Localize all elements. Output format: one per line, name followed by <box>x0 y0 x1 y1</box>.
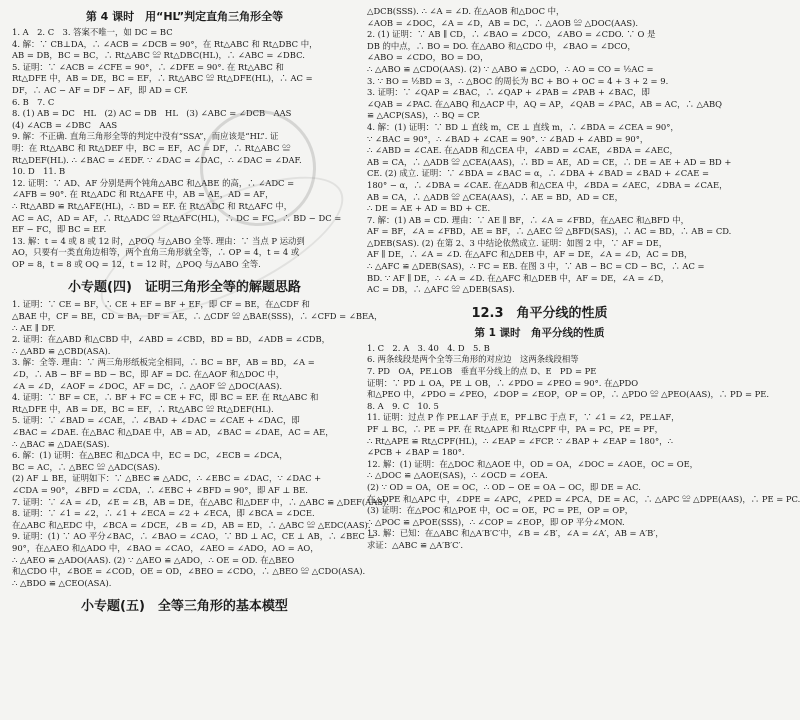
section-title-topic4: 小专题(四) 证明三角形全等的解题思路 <box>68 280 301 296</box>
section-title-topic5: 小专题(五) 全等三角形的基本模型 <box>81 599 288 615</box>
answer-line: 3. ∵ BO = ½BD = 3，∴ △BOC 的周长为 BC + BO + OC = 4 + 3 + 2 = 9. <box>367 75 669 86</box>
answer-line: ∠PCB + ∠BAP = 180°. <box>367 447 465 458</box>
answer-line: (2) AF ⊥ BE，证明如下：∵ △BEC ≌ △ADC，∴ ∠EBC = ∠DAC，∵ ∠DAC + <box>12 473 322 484</box>
answer-line: PF ⊥ BC，∴ PE = PF. 在 Rt△APE 和 Rt△CPF 中，PA = PC，PE = PF， <box>367 424 663 434</box>
answer-line: EF − FC，即 BC = EF. <box>12 224 107 235</box>
answer-line: ∠CDA = 90°，∠BFD = ∠CDA，∴ ∠EBC + ∠BFD = 90°，即 AF ⊥ BE. <box>12 484 308 495</box>
answer-line: 7. 证明：∵ ∠A = ∠D，∠E = ∠B，AB = DE，在△ABC 和△DEF 中，∴ △ABC ≌ △DEF(AAS). <box>12 496 389 507</box>
answer-line: 6. B 7. C <box>12 96 55 107</box>
answer-line: (3) 证明：在△POC 和△POE 中，OC = OE，PC = PE，OP = OP， <box>367 505 634 516</box>
answer-line: 1. A 2. C 3. 答案不唯一，如 DC = BC <box>12 27 173 37</box>
answer-line: △DEB(SAS). (2) 在第 2、3 中结论依然成立. 证明：如图 2 中，∵ AF = DE， <box>367 237 668 248</box>
answer-line: Rt△DEF(HL). ∴ ∠BAC = ∠EDF. ∵ ∠DAC = ∠DAC，∴ ∠DAC = ∠DAF. <box>12 154 302 165</box>
left-column <box>12 6 389 720</box>
answer-line: AF = BF，∠A = ∠FBD，AE = BF，∴ △AEC ≌ △BFD(SAS)，∴ AC = BD，∴ AB = CD. <box>367 226 732 237</box>
answer-line: ∠AOB = ∠DOC，∠A = ∠D，AB = DC，∴ △AOB ≌ △DOC(AAS). <box>367 17 639 28</box>
answer-line: (2) ∵ OD = OA，OE = OC，∴ OD − OE = OA − OC，即 DE = AC. <box>367 481 641 492</box>
answer-line: 2. 证明：在△ABD 和△CBD 中，∠ABD = ∠CBD，BD = BD，∠ADB = ∠CDB， <box>12 334 331 345</box>
answer-line: (4) ∠ACB = ∠DBC AAS <box>12 119 118 130</box>
answer-line: ∴ AE ∥ DF. <box>12 322 56 333</box>
answer-line: 6. 两条线段是两个全等三角形的对应边 这两条线段相等 <box>367 354 579 365</box>
answer-line: 证明：∵ PD ⊥ OA，PE ⊥ OB，∴ ∠PDO = ∠PEO = 90°. 在△PDO <box>367 377 639 388</box>
answer-line: ∠AFB = 90°. 在 Rt△ADC 和 Rt△AFE 中，AB = AE，AD = AF， <box>12 189 274 200</box>
section-subtitle-lesson1: 第 1 课时 角平分线的性质 <box>474 326 605 339</box>
answer-line: 1. C 2. A 3. 40 4. D 5. B <box>367 342 490 353</box>
answer-line: ∴ △BAC ≌ △DAE(SAS). <box>12 438 110 449</box>
answer-line: BC = AC，∴ △BEC ≌ △ADC(SAS). <box>12 461 161 472</box>
answer-line: 12. 解：(1) 证明：在△DOC 和△AOE 中，OD = OA，∠DOC = ∠AOE，OC = OE， <box>367 458 699 469</box>
answer-line: 8. (1) AB = DC HL (2) AC = DB HL (3) ∠ABC = ∠DCB AAS <box>12 108 292 119</box>
answer-line: 5. 证明：∵ ∠BAD = ∠CAE，∴ ∠BAD + ∠DAC = ∠CAE + ∠DAC，即 <box>12 415 300 426</box>
answer-line: 2. (1) 证明：∵ AB ∥ CD，∴ ∠BAO = ∠DCO，∠ABO = ∠CDO. ∵ O 是 <box>367 29 656 40</box>
answer-line: 13. 解：已知：在△ABC 和△A′B′C′中，∠B = ∠B′，∠A = ∠A′，AB = A′B′， <box>367 528 664 539</box>
answer-line: 求证：△ABC ≌ △A′B′C′. <box>367 539 464 550</box>
answer-line: ∴ △POC ≌ △POE(SSS)，∴ ∠COP = ∠EOP，即 OP 平分∠MON. <box>367 516 625 527</box>
answer-line: ∴ △AFC ≌ △DEB(SAS)，∴ FC = EB. 在图 3 中，∵ AB − BC = CD − BC，∴ AC = <box>367 261 705 272</box>
answer-line: ∴ Rt△APE ≌ Rt△CPF(HL)，∴ ∠EAP = ∠FCP. ∵ ∠BAP + ∠EAP = 180°，∴ <box>367 435 673 446</box>
answer-line: ∴ ∠ABD = ∠CAE. 在△ADB 和△CEA 中，∠ABD = ∠CAE，∠BDA = ∠AEC， <box>367 145 678 156</box>
answer-line: AF ∥ DE，∴ ∠A = ∠D. 在△AFC 和△DEB 中，AF = DE，∠A = ∠D，AC = DB， <box>367 249 693 260</box>
answer-line: 8. A 9. C 10. 5 <box>367 400 439 411</box>
answer-line: 在△ABC 和△EDC 中，∠BCA = ∠DCE，∠B = ∠D，AB = ED，∴ △ABC ≌ △EDC(AAS). <box>12 519 371 530</box>
answer-line: ∠QAB = ∠PAC. 在△ABQ 和△ACP 中，AQ = AP，∠QAB = ∠PAC，AB = AC，∴ △ABQ <box>367 98 723 109</box>
answer-line: 3. 证明：∵ ∠QAP = ∠BAC，∴ ∠QAP + ∠PAB = ∠PAB + ∠BAC，即 <box>367 87 650 98</box>
answer-line: Rt△DFE 中，AB = DE，BC = EF，∴ Rt△ABC ≌ Rt△DFE(HL)，∴ AC = <box>12 73 313 84</box>
answer-line: ≌ △ACP(SAS)，∴ BQ = CP. <box>367 110 481 121</box>
answer-line: 4. 证明：∵ BF = CE，∴ BF + FC = CE + FC，即 BC = EF. 在 Rt△ABC 和 <box>12 392 319 403</box>
answer-line: 4. 解：(1) 证明：∵ BD ⊥ 直线 m，CE ⊥ 直线 m，∴ ∠BDA = ∠CEA = 90°， <box>367 121 679 132</box>
answer-line: 10. D 11. B <box>12 166 66 177</box>
answer-line: 11. 证明：过点 P 作 PE⊥AF 于点 E，PF⊥BC 于点 F，∵ ∠1 = ∠2，PE⊥AF， <box>367 412 680 423</box>
answer-line: 6. 解：(1) 证明：在△BEC 和△DCA 中，EC = DC，∠ECB = ∠DCA， <box>12 450 288 461</box>
section-title-angle-bisector: 12.3 角平分线的性质 <box>471 305 608 321</box>
answer-line: ∠BAC = ∠DAE. 在△BAC 和△DAE 中，AB = AD，∠BAC = ∠DAE，AC = AE， <box>12 427 334 437</box>
answer-line: 和△CDO 中，∠BOE = ∠COD，OE = OD，∠BEO = ∠CDO，∴ △BEO ≌ △CDO(ASA). <box>12 566 366 577</box>
answers-block-angle-bisector <box>367 342 800 552</box>
answer-line: ∴ DE = AE + AD = BD + CE. <box>367 203 491 214</box>
answer-line: AB = CA，∴ △ADB ≌ △CEA(AAS)，∴ BD = AE，AD = CE，∴ DE = AE + AD = BD + <box>367 156 732 167</box>
answer-line: ∠ABO = ∠CDO，BO = DO， <box>367 52 489 63</box>
answers-block-topic4 <box>12 299 389 589</box>
answer-line: AC = DB，∴ △AFC ≌ △DEB(SAS). <box>367 284 515 295</box>
answer-line: ∴ △ABO ≌ △CDO(AAS). (2) ∵ △ABO ≌ △CDO，∴ AO = CO = ½AC = <box>367 63 654 74</box>
answer-line: AB = DB，BC = BC，∴ Rt△ABC ≌ Rt△DBC(HL)，∴ ∠ABC = ∠DBC. <box>12 50 305 61</box>
answer-line: ∠A = ∠D，∠AOF = ∠DOC，AF = DC，∴ △AOF ≌ △DOC(AAS). <box>12 380 283 391</box>
section-title-hl: 第 4 课时 用“HL”判定直角三角形全等 <box>85 10 284 23</box>
answer-line: ∠D，∴ AB − BF = BD − BC，即 AF = DC. 在△AOF 和△DOC 中， <box>12 369 285 380</box>
answer-line: 12. 证明：∵ AD、AF 分别是两个钝角△ABC 和△ABE 的高，∴ ∠ADC = <box>12 177 295 188</box>
answer-line: 3. 解：全等. 理由：∵ 两三角形纸板完全相同，∴ BC = BF，AB = BD，∠A = <box>12 357 315 368</box>
answer-line: CE. (2) 成立. 证明：∵ ∠BDA = ∠BAC = α，∴ ∠DBA + ∠BAD = ∠BAD + ∠CAE = <box>367 168 710 179</box>
answer-line: 在△DPE 和△APC 中，∠DPE = ∠APC，∠PED = ∠PCA，DE = AC，∴ △APC ≌ △DPE(AAS)，∴ PE = PC. <box>367 493 800 504</box>
answer-line: 7. PD OA，PE⊥OB 垂直平分线上的点 D、E PD = PE <box>367 366 597 377</box>
answer-line: 9. 证明：(1) ∵ AO 平分∠BAC，∴ ∠BAO = ∠CAO，∵ BD ⊥ AC，CE ⊥ AB，∴ ∠BEC = <box>12 531 375 542</box>
answer-line: ∴ △BDO ≌ △CEO(ASA). <box>12 577 112 588</box>
answer-line: 7. 解：(1) AB = CD. 理由：∵ AE ∥ BF，∴ ∠A = ∠FBD，在△AEC 和△BFD 中， <box>367 214 689 225</box>
answer-line: △BAE 中，CF = BE，CD = BA，DF = AE，∴ △CDF ≌ △BAE(SSS)，∴ ∠CFD = ∠BEA， <box>12 311 383 322</box>
answer-line: △DCB(SSS). ∴ ∠A = ∠D. 在△AOB 和△DOC 中， <box>367 6 565 16</box>
answer-line: 明：在 Rt△ABC 和 Rt△DEF 中，BC = EF，AC = DF，∴ Rt△ABC ≌ <box>12 142 291 153</box>
answer-line: ∴ △AEO ≌ △ADO(AAS). (2) ∵ △AEO ≌ △ADO，∴ OE = OD. 在△BEO <box>12 554 295 565</box>
answer-line: 和△PEO 中，∠PDO = ∠PEO，∠DOP = ∠EOP，OP = OP，∴ △PDO ≌ △PEO(AAS)，∴ PD = PE. <box>367 389 770 400</box>
answer-line: 180° − α，∴ ∠DBA = ∠CAE. 在△ADB 和△CEA 中，∠BDA = ∠AEC，∠DBA = ∠CAE， <box>367 179 728 190</box>
answer-line: ∴ △DOC ≌ △AOE(SAS)，∴ ∠OCD = ∠OEA. <box>367 470 548 481</box>
answer-line: 8. 证明：∵ ∠1 = ∠2，∴ ∠1 + ∠ECA = ∠2 + ∠ECA，即 ∠BCA = ∠DCE. <box>12 508 315 519</box>
answer-line: ∴ △ABD ≌ △CBD(ASA). <box>12 345 111 356</box>
answer-line: 13. 解：t = 4 或 8 或 12 时，△POQ 与△ABO 全等. 理由：∵ 当点 P 运动到 <box>12 235 305 246</box>
answer-line: Rt△DFE 中，AB = DE，BC = EF，∴ Rt△ABC ≌ Rt△DEF(HL). <box>12 403 274 414</box>
answer-line: 4. 解：∵ CB⊥DA，∴ ∠ACB = ∠DCB = 90°，在 Rt△ABC 和 Rt△DBC 中， <box>12 38 318 49</box>
answer-line: DF，∴ AC − AF = DF − AF，即 AD = CF. <box>12 84 188 95</box>
answer-line: 9. 解：不正确. 直角三角形全等的判定中没有“SSA”，而应该是“HL”. 证 <box>12 131 279 142</box>
answer-line: ∵ ∠BAC = 90°，∴ ∠BAD + ∠CAE = 90°. ∵ ∠BAD + ∠ABD = 90°， <box>367 133 649 144</box>
answer-line: 90°，在△AEO 和△ADO 中，∠BAO = ∠CAO，∠AEO = ∠ADO，AO = AO， <box>12 542 319 553</box>
answer-line: DB 的中点，∴ BO = DO. 在△ABO 和△CDO 中，∠BAO = ∠DCO， <box>367 40 636 51</box>
answers-block-continued <box>367 6 732 296</box>
answer-line: ∴ Rt△ABD ≌ Rt△AFE(HL)，∴ BD = EF. 在 Rt△ADC 和 Rt△AFC 中， <box>12 200 293 211</box>
answer-line: 1. 证明：∵ CE = BF，∴ CE + EF = BF + EF，即 CF = BE，在△CDF 和 <box>12 299 310 310</box>
right-column <box>367 6 800 720</box>
answer-line: AC = AC，AD = AF，∴ Rt△ADC ≌ Rt△AFC(HL)，∴ DC = FC，∴ BD − DC = <box>12 212 342 223</box>
answer-line: 5. 证明：∵ ∠ACB = ∠CFE = 90°，∴ ∠DFE = 90°. 在 Rt△ABC 和 <box>12 61 284 72</box>
answer-line: BD. ∵ AF ∥ DE，∴ ∠A = ∠D. 在△AFC 和△DEB 中，AF = DE，∠A = ∠D， <box>367 272 670 283</box>
answer-line: AO，只要有一类直角边相等，两个直角三角形就全等，∴ OP = 4，t = 4 或 <box>12 247 300 258</box>
answer-line: AB = CA，∴ △ADB ≌ △CEA(AAS)，∴ AE = BD，AD = CE， <box>367 191 624 202</box>
answer-line: OP = 8，t = 8 或 OQ = 12，t = 12 时，△POQ 与△ABO 全等. <box>12 258 261 269</box>
